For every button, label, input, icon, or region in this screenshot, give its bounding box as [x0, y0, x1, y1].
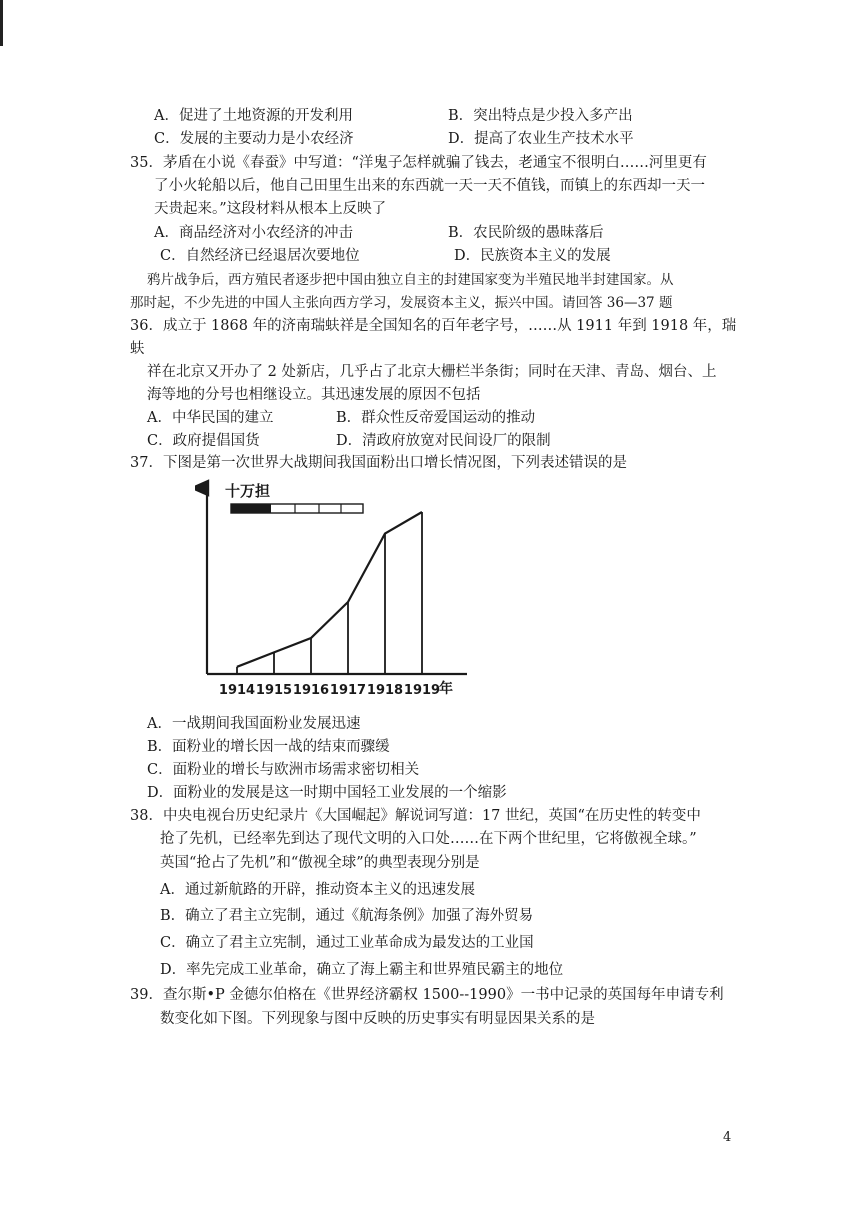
q36-stem-line-2: 蚨	[130, 341, 145, 357]
q37-option-b: B．面粉业的增长因一战的结束而骤缓	[147, 739, 390, 755]
x-tick-label-1917: 1917	[329, 683, 367, 698]
q37-stem: 37．下图是第一次世界大战期间我国面粉出口增长情况图，下列表述错误的是	[130, 455, 627, 471]
q34-option-b: B．突出特点是少投入多产出	[448, 108, 633, 124]
q35-option-b: B．农民阶级的愚昧落后	[448, 225, 604, 241]
unit-scale-bar	[231, 504, 363, 513]
q34-option-a: A．促进了土地资源的开发利用	[154, 108, 353, 124]
q35-option-d: D．民族资本主义的发展	[454, 248, 611, 264]
q39-stem-line-1: 39．查尔斯•P 金德尔伯格在《世界经济霸权 1500--1990》一书中记录的英国每年申请专利	[130, 987, 724, 1003]
q37-option-c: C．面粉业的增长与欧洲市场需求密切相关	[147, 762, 420, 778]
q35-stem-line-2: 了小火轮船以后，他自己田里生出来的东西就一天一天不值钱，而镇上的东西却一天一	[154, 178, 705, 194]
flour-export-chart	[195, 474, 495, 704]
q38-option-a: A．通过新航路的开辟，推动资本主义的迅速发展	[160, 882, 475, 898]
q37-option-d: D．面粉业的发展是这一时期中国轻工业发展的一个缩影	[147, 785, 507, 801]
q36-option-d: D．清政府放宽对民间设厂的限制	[336, 433, 551, 449]
q38-option-b: B．确立了君主立宪制，通过《航海条例》加强了海外贸易	[160, 908, 534, 924]
x-tick-label-1918: 1918	[366, 683, 404, 698]
q38-stem-line-2: 抢了先机，已经率先到达了现代文明的入口处……在下两个世纪里，它将傲视全球。”	[160, 831, 697, 847]
y-unit-label: 十万担	[225, 482, 271, 500]
intro-line-1: 鸦片战争后，西方殖民者逐步把中国由独立自主的封建国家变为半殖民地半封建国家。从	[147, 272, 674, 288]
q35-stem-line-1: 35．茅盾在小说《春蚕》中写道：“洋鬼子怎样就骗了钱去，老通宝不很明白……河里更有	[130, 155, 707, 171]
x-tick-label-1916: 1916	[292, 683, 330, 698]
x-unit-suffix: 年	[439, 681, 453, 697]
q36-stem-line-4: 海等地的分号也相继设立。其迅速发展的原因不包括	[147, 387, 481, 403]
q34-option-c: C．发展的主要动力是小农经济	[154, 131, 354, 147]
series-line	[237, 512, 422, 667]
q36-option-c: C．政府提倡国货	[147, 433, 260, 449]
q38-stem-line-3: 英国“抢占了先机”和“傲视全球”的典型表现分别是	[160, 855, 480, 871]
q39-stem-line-2: 数变化如下图。下列现象与图中反映的历史事实有明显因果关系的是	[160, 1011, 595, 1027]
q36-option-a: A．中华民国的建立	[147, 410, 274, 426]
q35-option-a: A．商品经济对小农经济的冲击	[154, 225, 353, 241]
x-tick-label-1915: 1915	[255, 683, 293, 698]
intro-line-2: 那时起，不少先进的中国人主张向西方学习，发展资本主义，振兴中国。请回答 36—37 题	[130, 295, 673, 311]
q38-stem-line-1: 38．中央电视台历史纪录片《大国崛起》解说词写道：17 世纪，英国“在历史性的转变中	[130, 808, 701, 824]
q36-option-b: B．群众性反帝爱国运动的推动	[336, 410, 536, 426]
q38-option-d: D．率先完成工业革命，确立了海上霸主和世界殖民霸主的地位	[160, 962, 564, 978]
x-tick-label-1914: 1914	[218, 683, 256, 698]
q35-stem-line-3: 天贵起来。”这段材料从根本上反映了	[154, 201, 387, 217]
q36-stem-line-1: 36．成立于 1868 年的济南瑞蚨祥是全国知名的百年老字号，……从 1911 年到 1918 年，瑞	[130, 318, 737, 334]
q38-option-c: C．确立了君主立宪制，通过工业革命成为最发达的工业国	[160, 935, 534, 951]
q37-option-a: A．一战期间我国面粉业发展迅速	[147, 716, 361, 732]
q36-stem-line-3: 祥在北京又开办了 2 处新店，几乎占了北京大栅栏半条街；同时在天津、青岛、烟台、上	[147, 364, 717, 380]
page-number: 4	[723, 1130, 732, 1145]
q35-option-c: C．自然经济已经退居次要地位	[160, 248, 360, 264]
q34-option-d: D．提高了农业生产技术水平	[448, 131, 634, 147]
x-tick-label-1919: 1919	[403, 683, 441, 698]
page-edge-mark	[0, 0, 3, 46]
